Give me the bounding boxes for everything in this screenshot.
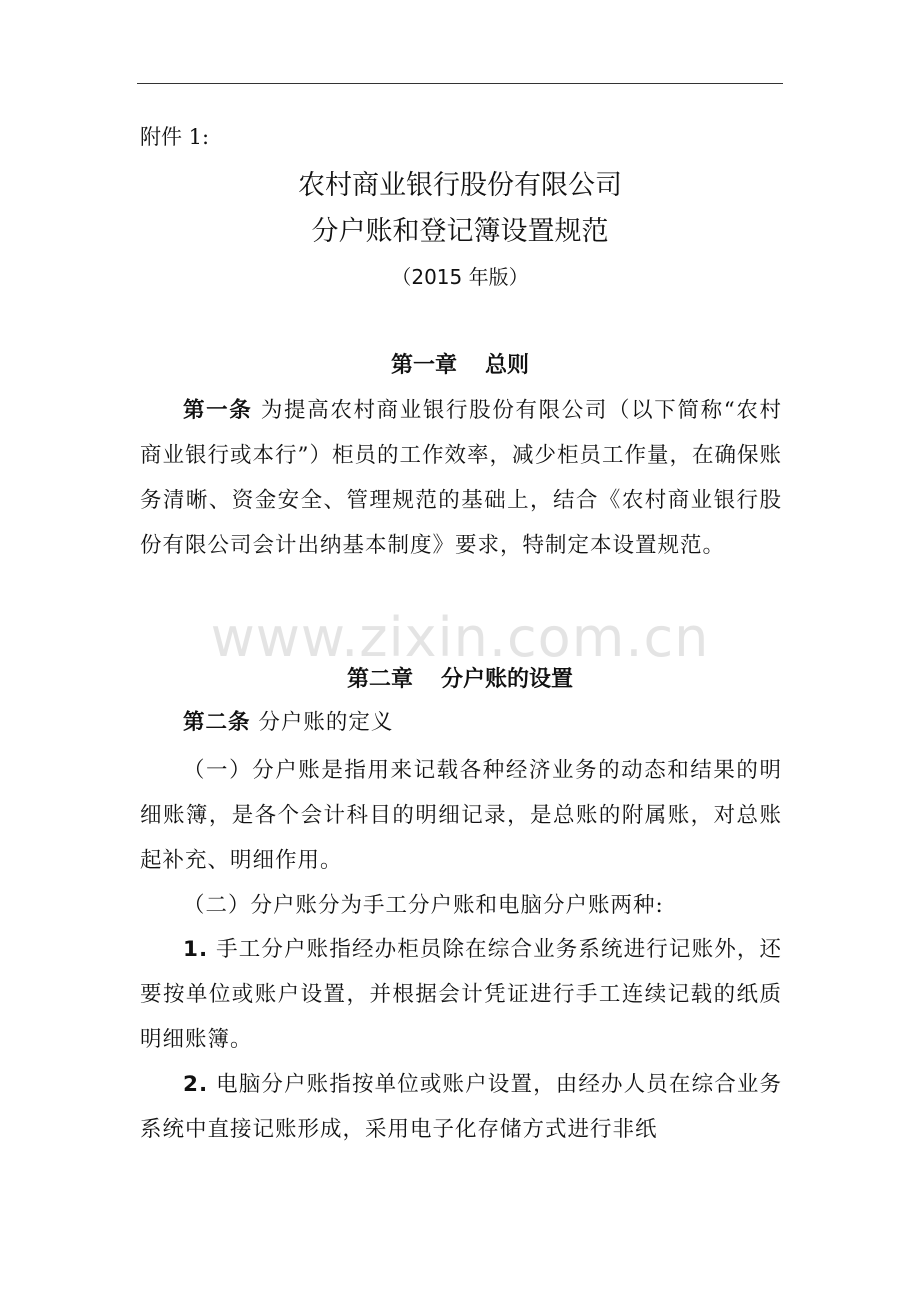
document-edition: （2015 年版） bbox=[391, 265, 529, 289]
article-1-lead: 第一条 bbox=[183, 398, 253, 423]
article-2-item-2: （二）分户账分为手工分户账和电脑分户账两种: bbox=[183, 893, 664, 918]
subitem-1-text: 手工分户账指经办柜员除在综合业务系统进行记账外，还要按单位或账户设置，并根据会计凭证进行手工连续记载的纸质明细账簿。 bbox=[140, 937, 782, 1052]
chapter-1-name: 总则 bbox=[485, 353, 530, 378]
attachment-label: 附件 1: bbox=[140, 125, 210, 149]
document-title-line-2: 分户账和登记簿设置规范 bbox=[311, 216, 609, 247]
chapter-1-number: 第一章 bbox=[390, 353, 457, 378]
document-title-line-1: 农村商业银行股份有限公司 bbox=[298, 170, 622, 201]
article-2-heading bbox=[140, 700, 782, 745]
article-2-lead: 第二条 bbox=[183, 710, 251, 735]
chapter-2-heading bbox=[0, 664, 920, 696]
article-1-paragraph bbox=[140, 388, 782, 568]
article-2-item-1: （一）分户账是指用来记载各种经济业务的动态和结果的明细账簿，是各个会计科目的明细记录，是总账的附属账，对总账起补充、明细作用。 bbox=[140, 758, 782, 873]
chapter-2-number: 第二章 bbox=[346, 667, 413, 692]
article-2-subitem-1 bbox=[140, 927, 782, 1062]
subitem-2-number: 2. bbox=[183, 1072, 209, 1097]
article-1-text: 为提高农村商业银行股份有限公司（以下简称“农村商业银行或本行”）柜员的工作效率，减少柜员工作量，在确保账务清晰、资金安全、管理规范的基础上，结合《农村商业银行股份有限公司会计出纳基本制度》要求，特制定本设置规范。 bbox=[140, 398, 782, 558]
chapter-2-name: 分户账的设置 bbox=[441, 667, 574, 692]
article-2-subitem-2 bbox=[140, 1062, 782, 1152]
subitem-2-text: 电脑分户账指按单位或账户设置，由经办人员在综合业务系统中直接记账形成，采用电子化存储方式进行非纸 bbox=[140, 1072, 782, 1142]
watermark: www.zixin.com.cn bbox=[210, 606, 710, 669]
header-rule bbox=[137, 83, 783, 84]
chapter-1-heading bbox=[0, 350, 920, 382]
article-2-text: 分户账的定义 bbox=[250, 710, 394, 735]
subitem-1-number: 1. bbox=[183, 937, 209, 962]
